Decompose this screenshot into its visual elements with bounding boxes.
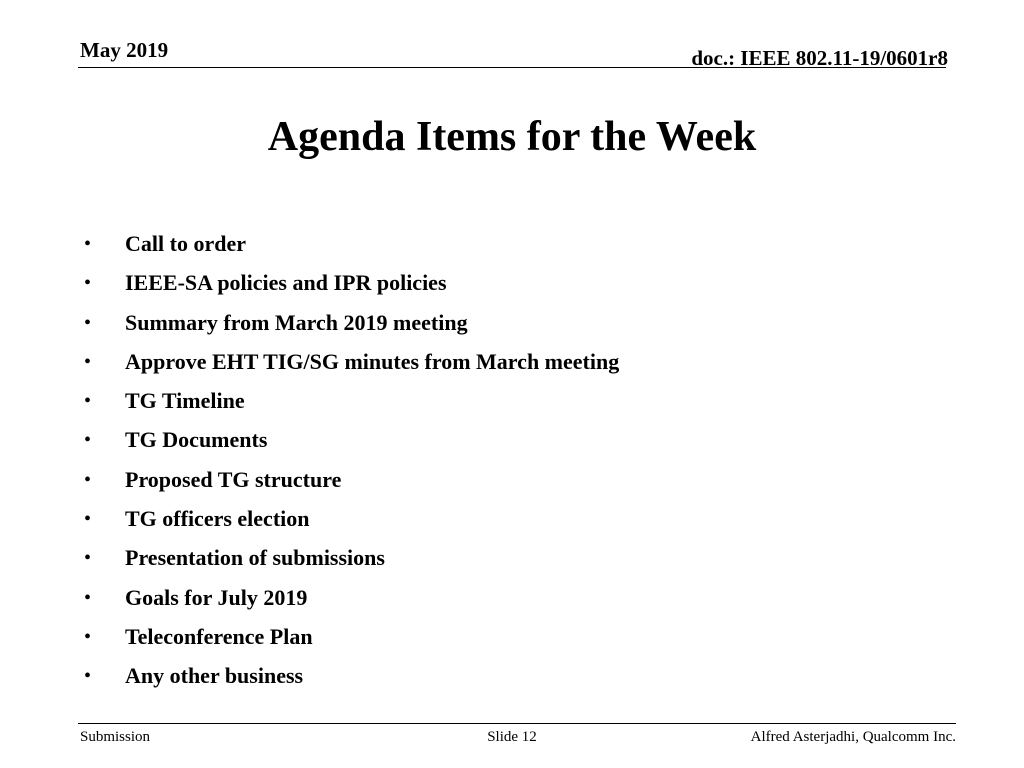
bullet-icon: • — [84, 586, 92, 609]
header-doc-id: doc.: IEEE 802.11-19/0601r8 — [691, 46, 948, 70]
slide-title: Agenda Items for the Week — [267, 114, 757, 160]
agenda-item-text: TG Timeline — [125, 388, 245, 414]
bullet-icon: • — [84, 272, 92, 295]
bullet-icon: • — [84, 508, 92, 531]
agenda-item-text: Teleconference Plan — [125, 623, 313, 649]
header-date: May 2019 — [80, 38, 169, 62]
footer-divider — [78, 723, 956, 724]
agenda-item-text: Approve EHT TIG/SG minutes from March meeting — [125, 348, 620, 374]
footer-slide-number: Slide 12 — [487, 729, 537, 745]
agenda-item-text: Proposed TG structure — [125, 466, 342, 492]
footer-submission: Submission — [80, 729, 151, 745]
agenda-item-text: TG officers election — [125, 506, 310, 532]
bullet-icon: • — [84, 665, 92, 688]
agenda-item-text: IEEE-SA policies and IPR policies — [125, 270, 447, 296]
bullet-icon: • — [84, 233, 92, 255]
agenda-item-text: Goals for July 2019 — [125, 584, 308, 610]
agenda-item-text: Call to order — [125, 231, 246, 256]
bullet-icon: • — [84, 390, 92, 413]
agenda-item-text: TG Documents — [125, 427, 268, 453]
header-divider — [78, 67, 946, 68]
bullet-icon: • — [84, 311, 92, 334]
agenda-item-text: Summary from March 2019 meeting — [125, 309, 468, 335]
bullet-icon: • — [84, 429, 92, 452]
bullet-icon: • — [84, 625, 92, 648]
footer-author: Alfred Asterjadhi, Qualcomm Inc. — [750, 729, 956, 745]
bullet-icon: • — [84, 350, 92, 373]
bullet-icon: • — [84, 468, 92, 491]
agenda-item-text: Any other business — [125, 663, 304, 689]
agenda-item-text: Presentation of submissions — [125, 545, 385, 571]
bullet-icon: • — [84, 547, 92, 570]
